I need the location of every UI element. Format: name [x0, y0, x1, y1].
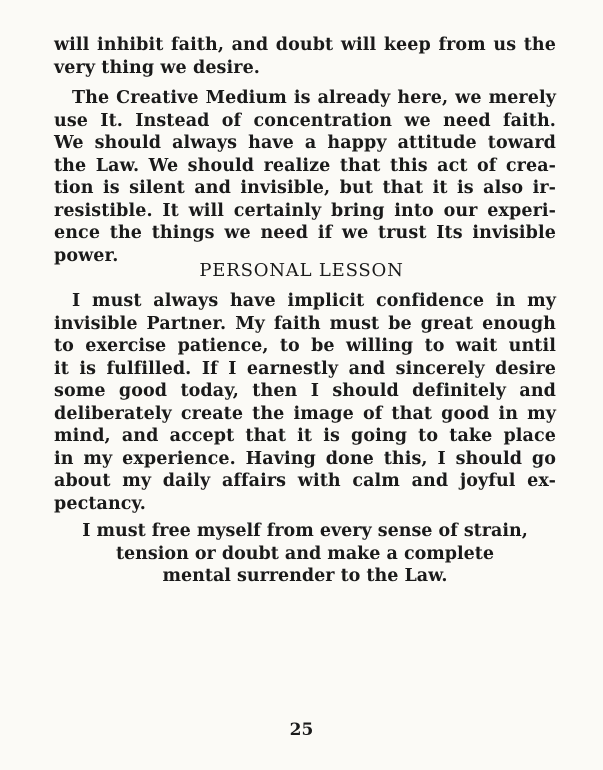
text-line: in my experience. Having done this, I should go — [54, 448, 556, 469]
text-line: very thing we desire. — [54, 57, 260, 78]
text-line: to exercise patience, to be willing to wait until — [54, 336, 556, 356]
page-number: 25 — [289, 720, 314, 740]
section-heading: PERSONAL LESSON — [199, 260, 404, 281]
text-line: deliberately create the image of that good in my — [54, 403, 556, 424]
text-line: use It. Instead of concentration we need faith. — [54, 110, 556, 131]
paragraph-continuation — [54, 34, 556, 79]
text-line: tion is silent and invisible, but that it is also ir- — [54, 178, 556, 198]
text-line: some good today, then I should definitely and — [54, 381, 556, 401]
text-line: mind, and accept that it is going to take place — [54, 426, 556, 446]
text-line: will inhibit faith, and doubt will keep from us the — [54, 35, 556, 55]
paragraph-personal-lesson — [54, 290, 556, 515]
text-line: resistible. It will certainly bring into our experi- — [54, 200, 556, 221]
paragraph-creative-medium — [54, 87, 556, 267]
text-line: pectancy. — [54, 493, 146, 514]
text-line: We should always have a happy attitude toward — [54, 133, 556, 153]
text-line: The Creative Medium is already here, we merely — [72, 88, 556, 108]
text-line: I must always have implicit confidence in my — [72, 291, 556, 311]
text-line: ence the things we need if we trust Its invisible — [54, 223, 556, 243]
text-line: power. — [54, 245, 119, 266]
text-line: about my daily affairs with calm and joyful ex- — [54, 471, 556, 491]
text-line: tension or doubt and make a complete — [115, 543, 495, 564]
text-line: the Law. We should realize that this act of crea- — [54, 155, 556, 176]
paragraph-surrender — [54, 520, 556, 588]
text-line: I must free myself from every sense of strain, — [82, 521, 528, 541]
text-line: mental surrender to the Law. — [162, 566, 448, 586]
text-line: it is fulfilled. If I earnestly and sincerely desire — [54, 358, 556, 379]
text-line: invisible Partner. My faith must be great enough — [54, 313, 556, 334]
